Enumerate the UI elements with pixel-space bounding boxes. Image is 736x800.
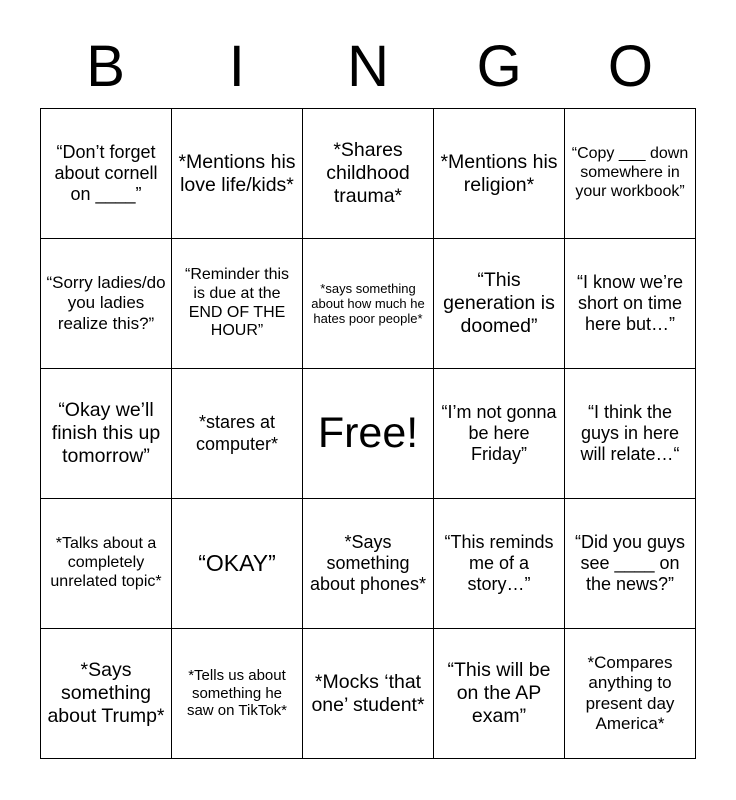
bingo-row: [41, 239, 696, 369]
bingo-cell[interactable]: “Reminder this is due at the END OF THE HOUR”: [172, 239, 303, 369]
bingo-cell[interactable]: “Don’t forget about cornell on ____”: [41, 109, 172, 239]
bingo-cell[interactable]: *says something about how much he hates poor people*: [303, 239, 434, 369]
bingo-cell[interactable]: *Mentions his love life/kids*: [172, 109, 303, 239]
bingo-header: [40, 0, 696, 100]
header-letter-i: I: [228, 34, 245, 99]
bingo-grid: [40, 108, 696, 759]
bingo-cell[interactable]: “This generation is doomed”: [434, 239, 565, 369]
bingo-row: [41, 629, 696, 759]
bingo-cell[interactable]: “I’m not gonna be here Friday”: [434, 369, 565, 499]
bingo-cell[interactable]: “This will be on the AP exam”: [434, 629, 565, 759]
bingo-cell[interactable]: “This reminds me of a story…”: [434, 499, 565, 629]
bingo-cell[interactable]: *Shares childhood trauma*: [303, 109, 434, 239]
header-letter-o: O: [607, 34, 653, 99]
bingo-cell[interactable]: *Tells us about something he saw on TikTok*: [172, 629, 303, 759]
bingo-row: [41, 499, 696, 629]
bingo-cell[interactable]: “Sorry ladies/do you ladies realize this?”: [41, 239, 172, 369]
bingo-cell[interactable]: *Says something about phones*: [303, 499, 434, 629]
bingo-row: [41, 109, 696, 239]
bingo-cell[interactable]: “I know we’re short on time here but…”: [565, 239, 696, 369]
header-letter-n: N: [347, 34, 389, 99]
header-letter-b: B: [86, 34, 125, 99]
bingo-cell[interactable]: “I think the guys in here will relate…“: [565, 369, 696, 499]
bingo-free-cell[interactable]: Free!: [303, 369, 434, 499]
bingo-cell[interactable]: “OKAY”: [172, 499, 303, 629]
bingo-cell[interactable]: *Mentions his religion*: [434, 109, 565, 239]
header-letter-g: G: [476, 34, 522, 99]
bingo-cell[interactable]: “Copy ___ down somewhere in your workbook”: [565, 109, 696, 239]
bingo-cell[interactable]: *Mocks ‘that one’ student*: [303, 629, 434, 759]
bingo-cell[interactable]: *Compares anything to present day America*: [565, 629, 696, 759]
bingo-cell[interactable]: *stares at computer*: [172, 369, 303, 499]
bingo-row: [41, 369, 696, 499]
bingo-cell[interactable]: “Did you guys see ____ on the news?”: [565, 499, 696, 629]
bingo-cell[interactable]: *Talks about a completely unrelated topic*: [41, 499, 172, 629]
bingo-cell[interactable]: “Okay we’ll finish this up tomorrow”: [41, 369, 172, 499]
bingo-cell[interactable]: *Says something about Trump*: [41, 629, 172, 759]
